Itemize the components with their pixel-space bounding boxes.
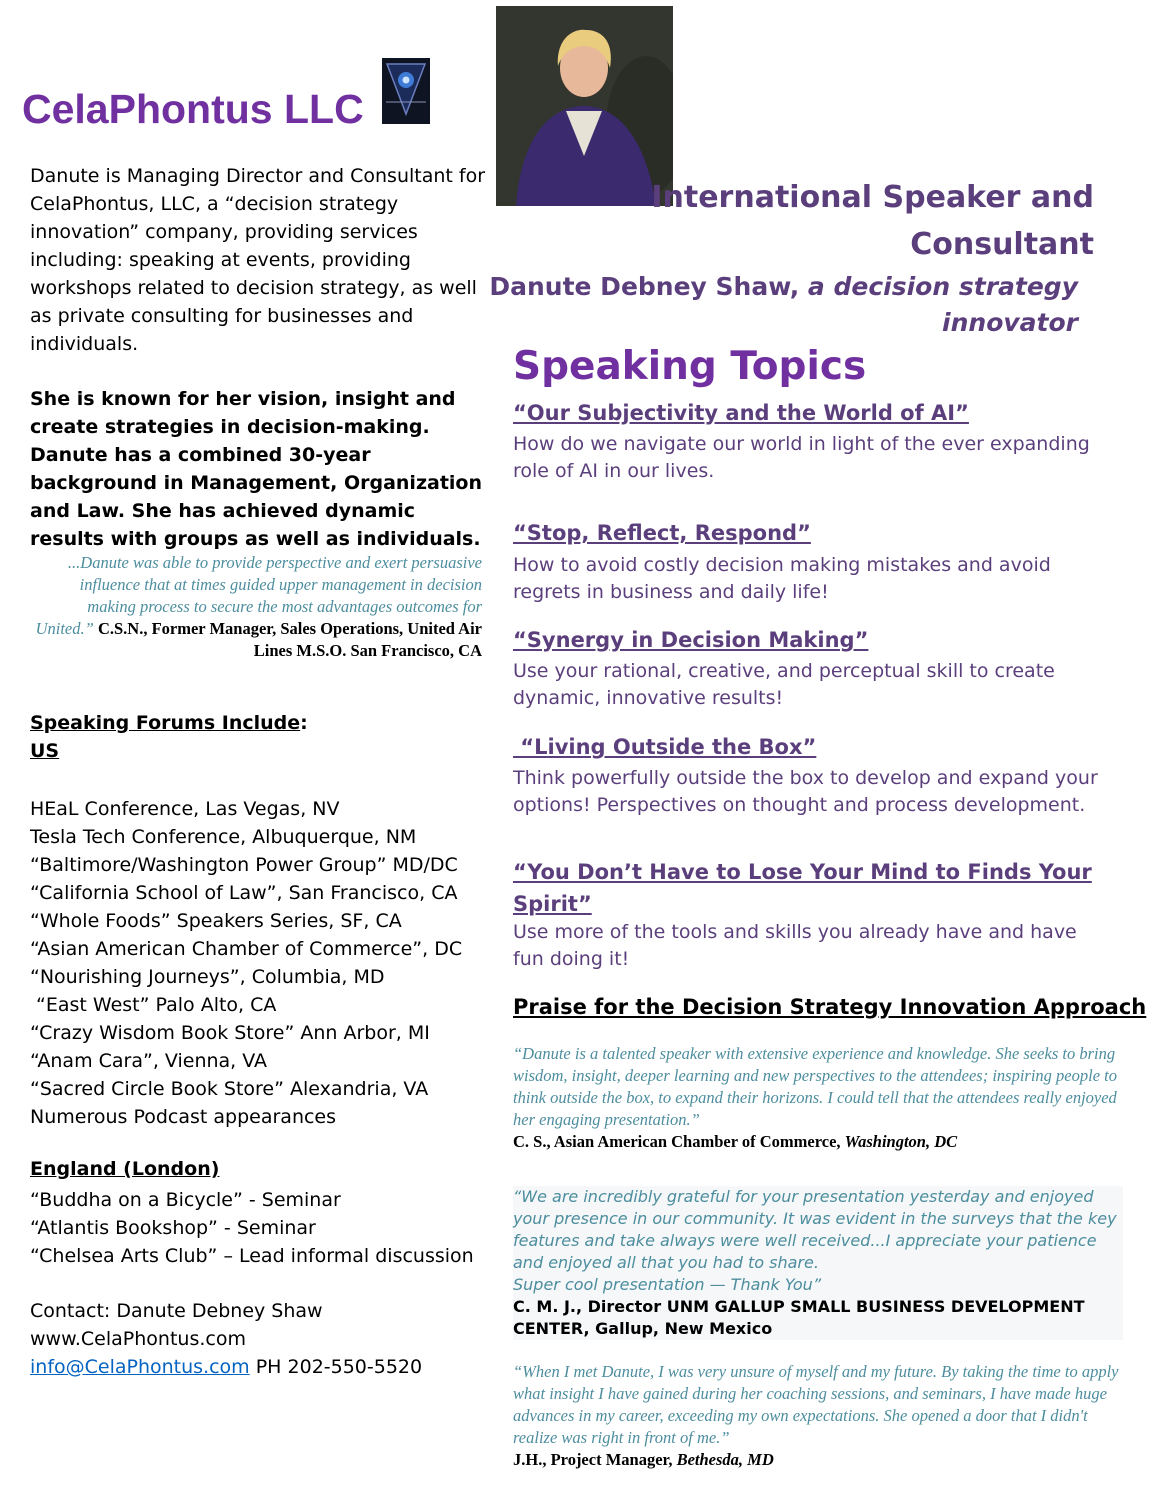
list-item: “Buddha on a Bicycle” - Seminar (30, 1189, 341, 1211)
us-forum-list (30, 795, 462, 1131)
known-for-paragraph: She is known for her vision, insight and create strategies in decision-making. Danute has a combined 30-year background in Management, Organization and Law. She has achieved dynamic results with groups as well as individuals. (30, 388, 482, 550)
praise-quote-author (513, 1449, 1123, 1471)
left-testimonial (30, 552, 482, 662)
praise-quote-text: “We are incredibly grateful for your presentation yesterday and enjoyed your presence in our community. It was evident in the surveys that the key features and take always were well received...I appreciate your patience and enjoyed all that you had to share. (513, 1187, 1117, 1272)
list-item: HEaL Conference, Las Vegas, NV (30, 798, 340, 820)
speaker-name: Danute Debney Shaw, (489, 272, 808, 301)
left-testimonial-author: C.S.N., Former Manager, Sales Operations, United Air Lines M.S.O. San Francisco, CA (97, 619, 482, 660)
england-forum-list (30, 1186, 474, 1270)
list-item: “Nourishing Journeys”, Columbia, MD (30, 966, 385, 988)
contact-website: www.CelaPhontus.com (30, 1328, 246, 1350)
list-item: Numerous Podcast appearances (30, 1106, 337, 1128)
list-item: “Sacred Circle Book Store” Alexandria, VA (30, 1078, 429, 1100)
praise-author-place: Bethesda, MD (676, 1450, 774, 1469)
speaker-portrait-image (496, 6, 673, 206)
topic-description: Use more of the tools and skills you already have and have fun doing it! (513, 921, 1077, 970)
list-item: “Anam Cara”, Vienna, VA (30, 1050, 268, 1072)
us-heading: US (30, 740, 60, 762)
list-item: “Baltimore/Washington Power Group” MD/DC (30, 854, 458, 876)
speaking-topics-heading: Speaking Topics (513, 344, 867, 389)
list-item: “Atlantis Bookshop” - Seminar (30, 1217, 316, 1239)
list-item: “East West” Palo Alto, CA (30, 994, 277, 1016)
england-heading: England (London) (30, 1158, 220, 1180)
left-testimonial-text: ...Danute was able to provide perspective and exert persuasive influence that at times guided upper management in decision making process to secure the most advantages outcomes for United.” (35, 553, 482, 638)
speaking-forums-heading (30, 712, 308, 734)
topic-description: Think powerfully outside the box to develop and expand your options! Perspectives on thought and process development. (513, 767, 1098, 816)
praise-author-place: Washington, DC (844, 1132, 958, 1151)
speaker-tagline-2: innovator (942, 308, 1078, 337)
contact-block (30, 1297, 422, 1381)
list-item: “California School of Law”, San Francisco, CA (30, 882, 458, 904)
topic-title: “Living Outside the Box” (513, 735, 817, 759)
intro-paragraph: Danute is Managing Director and Consultant for CelaPhontus, LLC, a “decision strategy innovation” company, providing services including: speaking at events, providing workshops related to decision strategy, as well as private consulting for businesses and individuals. (30, 165, 486, 355)
praise-quote-1 (513, 1043, 1123, 1153)
list-item: “Asian American Chamber of Commerce”, DC (30, 938, 463, 960)
contact-name: Contact: Danute Debney Shaw (30, 1300, 323, 1322)
topic-title: “Our Subjectivity and the World of AI” (513, 401, 969, 425)
title-line-1: International Speaker and (651, 180, 1094, 215)
praise-quote-3 (513, 1361, 1123, 1471)
praise-author-name: C. S., Asian American Chamber of Commerce, (513, 1132, 845, 1151)
list-item: Tesla Tech Conference, Albuquerque, NM (30, 826, 417, 848)
praise-quote-author (513, 1131, 1123, 1153)
email-link[interactable]: info@CelaPhontus.com (30, 1356, 250, 1378)
praise-quote-text: “When I met Danute, I was very unsure of myself and my future. By taking the time to apply what insight I have gained during her coaching sessions, and seminars, I have made huge advances in my career, exceeding my own expectations. She opened a door that I didn't realize was right in front of me.” (513, 1362, 1119, 1447)
list-item: “Whole Foods” Speakers Series, SF, CA (30, 910, 402, 932)
praise-quote-text-2: Super cool presentation — Thank You” (513, 1275, 822, 1294)
praise-quote-author: C. M. J., Director UNM GALLUP SMALL BUSINESS DEVELOPMENT CENTER, Gallup, New Mexico (513, 1297, 1085, 1338)
speaking-forums-colon: : (300, 712, 308, 734)
triangle-eye-logo-icon (382, 58, 430, 124)
topic-title: “Stop, Reflect, Respond” (513, 521, 811, 545)
speaker-tagline-1: a decision strategy (807, 272, 1078, 301)
topic-description: How do we navigate our world in light of the ever expanding role of AI in our lives. (513, 433, 1090, 482)
list-item: “Crazy Wisdom Book Store” Ann Arbor, MI (30, 1022, 430, 1044)
contact-email-line (30, 1353, 422, 1381)
topic-title: “Synergy in Decision Making” (513, 628, 869, 652)
list-item: “Chelsea Arts Club” – Lead informal discussion (30, 1245, 474, 1267)
topic-description: Use your rational, creative, and perceptual skill to create dynamic, innovative results! (513, 660, 1055, 709)
contact-phone: PH 202-550-5520 (249, 1356, 423, 1378)
topic-description: How to avoid costly decision making mistakes and avoid regrets in business and daily life! (513, 554, 1051, 603)
praise-quote-text: “Danute is a talented speaker with extensive experience and knowledge. She seeks to bring wisdom, insight, deeper learning and new perspectives to the attendees; inspiring people to think outside the box, to expand their horizons. I could tell that the attendees really enjoyed her engaging presentation.” (513, 1044, 1117, 1129)
praise-heading: Praise for the Decision Strategy Innovation Approach (513, 995, 1147, 1019)
title-line-2: Consultant (910, 227, 1094, 262)
praise-quote-2 (513, 1186, 1123, 1340)
speaking-forums-label: Speaking Forums Include (30, 712, 301, 734)
company-name: CelaPhontus LLC (22, 86, 364, 132)
subtitle-line-1 (489, 272, 1078, 301)
topic-title: “You Don’t Have to Lose Your Mind to Finds Your Spirit” (513, 860, 1092, 916)
praise-author-name: J.H., Project Manager, (513, 1450, 677, 1469)
